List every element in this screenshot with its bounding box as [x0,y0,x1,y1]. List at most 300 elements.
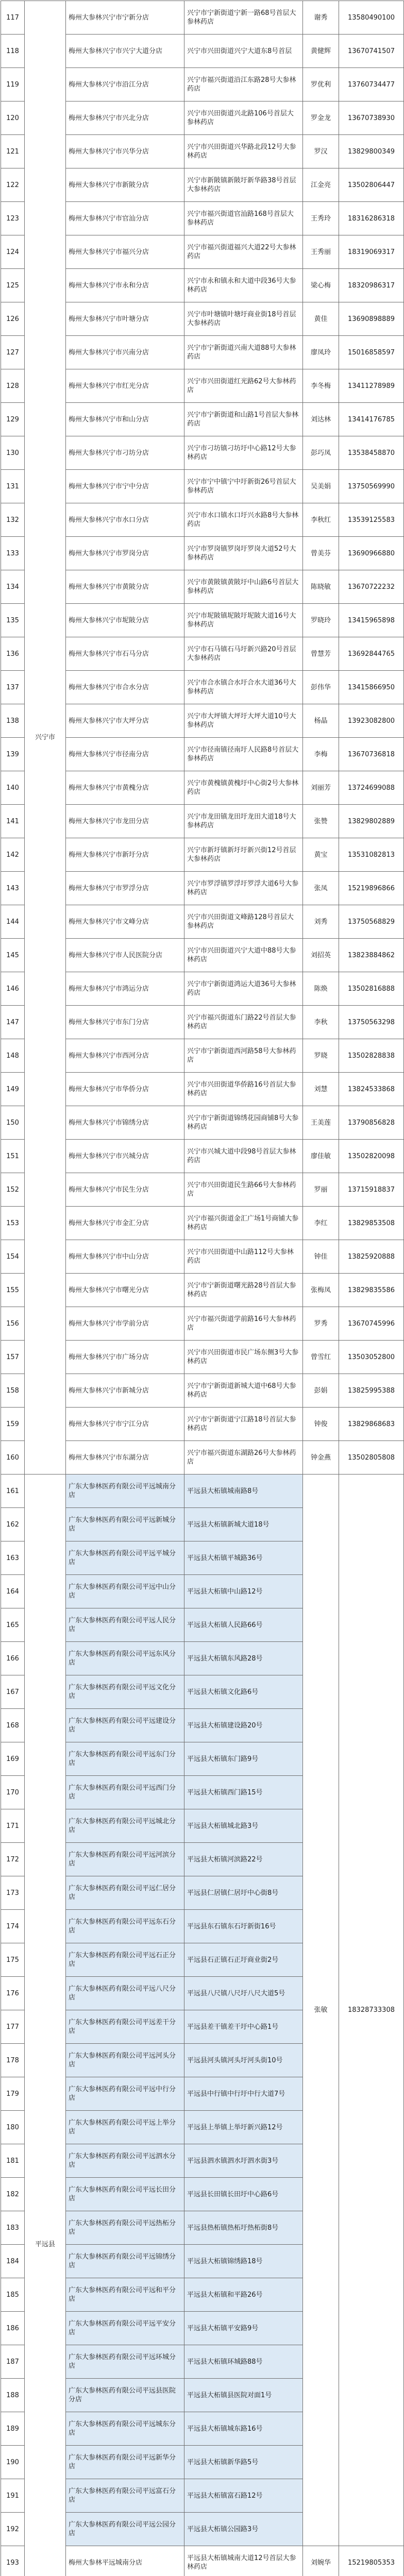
contact-person: 陈晓敏 [303,570,339,604]
store-name: 梅州大参林兴宁市兴宁大道分店 [66,35,184,68]
store-address: 平远县大柘镇文化路6号 [184,1675,303,1709]
store-name: 梅州大参林兴宁市坭陂分店 [66,604,184,637]
store-address: 平远县大柘镇城北路3号 [184,1809,303,1843]
contact-person: 张凤 [303,872,339,905]
store-address: 兴宁市黄槐镇黄槐圩中心街2号大参林药店 [184,771,303,805]
store-name: 广东大参林医药有限公司平远东石分店 [66,1910,184,1943]
store-name: 梅州大参林兴宁市福兴分店 [66,235,184,269]
contact-person: 罗秀 [303,1307,339,1341]
store-address: 平远县大柘镇平城路36号 [184,1541,303,1575]
contact-phone: 13824533868 [339,1073,404,1106]
store-name: 广东大参林医药有限公司平远城北分店 [66,1809,184,1843]
store-address: 兴宁市兴城大道中段98号首层大参林药店 [184,1140,303,1173]
store-name: 广东大参林医药有限公司平远差干分店 [66,2010,184,2044]
store-address: 兴宁市宁新街道新城大道中68号大参林药店 [184,1374,303,1408]
store-name: 广东大参林医药有限公司平远城东分店 [66,2412,184,2446]
row-number: 144 [1,905,25,939]
row-number: 191 [1,2479,25,2513]
store-name: 梅州大参林兴宁市曙光分店 [66,1274,184,1307]
store-address: 兴宁市大坪镇大坪圩大坪大道10号大参林药店 [184,704,303,738]
contact-phone: 13715918837 [339,1173,404,1207]
store-address: 平远县河头镇河头圩河头街10号 [184,2044,303,2077]
store-name: 梅州大参林兴宁市西河分店 [66,1039,184,1073]
row-number: 154 [1,1240,25,1274]
contact-person: 张赞 [303,805,339,838]
row-number: 193 [1,2546,25,2576]
contact-phone: 13538458870 [339,436,404,470]
contact-person: 李秋红 [303,503,339,537]
contact-phone: 13750563298 [339,1006,404,1039]
store-address: 兴宁市合水镇合水圩合水大道36号大参林药店 [184,671,303,704]
store-address: 平远县大柘镇东门路9号 [184,1742,303,1776]
store-address: 兴宁市宁新街道鸿运大道36号大参林药店 [184,972,303,1006]
contact-person: 廖凤玲 [303,336,339,369]
store-name: 广东大参林医药有限公司平远人民分店 [66,1608,184,1642]
store-name: 广东大参林医药有限公司平远八尺分店 [66,1977,184,2010]
contact-person: 黄健辉 [303,35,339,68]
store-address: 兴宁市新圩镇新圩圩新兴街12号首层大参林药店 [184,838,303,872]
store-address: 兴宁市宁新街道和山路1号首层大参林药店 [184,403,303,436]
store-name: 广东大参林医药有限公司平远中山分店 [66,1575,184,1608]
store-name: 梅州大参林兴宁市兴城分店 [66,1140,184,1173]
contact-phone: 13502806447 [339,168,404,202]
store-address: 兴宁市罗岗镇罗岗圩罗岗大道52号大参林药店 [184,537,303,570]
contact-phone: 18316286318 [339,202,404,235]
contact-person: 钟佳 [303,1240,339,1274]
row-number: 188 [1,2379,25,2412]
contact-person: 谢秀 [303,1,339,35]
store-name: 梅州大参林兴宁市新城分店 [66,1374,184,1408]
store-name: 广东大参林医药有限公司平远石正分店 [66,1943,184,1977]
store-name: 梅州大参林兴宁市金汇分店 [66,1207,184,1240]
store-address: 兴宁市永和镇永和大道中段36号大参林药店 [184,269,303,302]
pharmacy-list-body [1,1,404,2576]
store-address: 平远县大柘镇河滨路22号 [184,1843,303,1876]
row-number: 132 [1,503,25,537]
store-name: 梅州大参林兴宁市红光分店 [66,369,184,403]
store-name: 广东大参林医药有限公司平远新华分店 [66,2446,184,2479]
store-address: 平远县大柘镇和平路26号 [184,2278,303,2312]
row-number: 165 [1,1608,25,1642]
shared-contact-person: 张敏 [303,1475,339,2546]
shared-contact-phone: 18328733308 [339,1475,404,2546]
contact-phone: 13502805808 [339,1441,404,1475]
store-address: 兴宁市水口镇水口圩兴水路8号大参林药店 [184,503,303,537]
store-address: 兴宁市新陂镇新陂圩新华路38号首层大参林药店 [184,168,303,202]
row-number: 135 [1,604,25,637]
store-name: 梅州大参林兴宁市锦绣分店 [66,1106,184,1140]
row-number: 126 [1,302,25,336]
store-name: 广东大参林医药有限公司平远河滨分店 [66,1843,184,1876]
row-number: 158 [1,1374,25,1408]
store-address: 平远县大柘镇锦绣路18号 [184,2245,303,2278]
contact-phone: 13670736818 [339,738,404,771]
store-name: 广东大参林医药有限公司平远县医院分店 [66,2379,184,2412]
store-name: 梅州大参林兴宁市合水分店 [66,671,184,704]
row-number: 161 [1,1475,25,1508]
store-name: 梅州大参林兴宁市中山分店 [66,1240,184,1274]
row-number: 151 [1,1140,25,1173]
row-number: 139 [1,738,25,771]
contact-person: 刘达林 [303,403,339,436]
store-address: 兴宁市福兴街道官汕路168号首层大参林药店 [184,202,303,235]
row-number: 172 [1,1843,25,1876]
store-address: 平远县仁居镇仁居圩中心街8号 [184,1876,303,1910]
store-name: 广东大参林医药有限公司平远建设分店 [66,1709,184,1742]
store-name: 广东大参林医药有限公司平远西门分店 [66,1776,184,1809]
store-name: 梅州大参林兴宁市兴北分店 [66,101,184,135]
store-name: 梅州大参林兴宁市官汕分店 [66,202,184,235]
contact-person: 彭伟华 [303,671,339,704]
store-name: 梅州大参林兴宁市径南分店 [66,738,184,771]
store-name: 广东大参林医药有限公司平远锦绣分店 [66,2245,184,2278]
row-number: 173 [1,1876,25,1910]
store-name: 梅州大参林兴宁市和山分店 [66,403,184,436]
store-address: 兴宁市福兴街道东湖路26号大参林药店 [184,1441,303,1475]
store-name: 梅州大参林兴宁市石马分店 [66,637,184,671]
store-address: 兴宁市石马镇石马圩新兴路20号首层大参林药店 [184,637,303,671]
row-number: 190 [1,2446,25,2479]
contact-person: 黄宝 [303,838,339,872]
store-address: 平远县石正镇石正圩商业街2号 [184,1943,303,1977]
row-number: 117 [1,1,25,35]
store-name: 广东大参林医药有限公司平远环城分店 [66,2345,184,2379]
store-address: 兴宁市宁新街道锦绣花园商铺8号大参林药店 [184,1106,303,1140]
store-address: 兴宁市福兴街道沿江东路28号大参林药店 [184,68,303,101]
contact-phone: 13825920888 [339,1240,404,1274]
store-address: 兴宁市黄陂镇黄陂圩中山路6号首层大参林药店 [184,570,303,604]
row-number: 153 [1,1207,25,1240]
store-address: 兴宁市兴田街道华侨路16号首层大参林药店 [184,1073,303,1106]
contact-person: 罗汉 [303,135,339,168]
store-address: 兴宁市兴田街道兴宁大道东8号首层 [184,35,303,68]
contact-person: 刘丽芳 [303,771,339,805]
row-number: 192 [1,2513,25,2546]
row-number: 186 [1,2312,25,2345]
contact-phone: 13829802889 [339,805,404,838]
contact-person: 罗优利 [303,68,339,101]
store-name: 广东大参林医药有限公司平远平城分店 [66,1541,184,1575]
contact-person: 陈焕 [303,972,339,1006]
contact-person: 王美莲 [303,1106,339,1140]
store-name: 广东大参林医药有限公司平远城南分店 [66,1475,184,1508]
row-number: 168 [1,1709,25,1742]
row-number: 137 [1,671,25,704]
row-number: 150 [1,1106,25,1140]
contact-phone: 13503052800 [339,1341,404,1374]
row-number: 131 [1,470,25,503]
store-name: 梅州大参林兴宁市罗岗分店 [66,537,184,570]
row-number: 130 [1,436,25,470]
contact-phone: 13923082800 [339,704,404,738]
contact-phone: 13414176785 [339,403,404,436]
contact-phone: 13825995388 [339,1374,404,1408]
store-address: 兴宁市宁新街道宁江路18号首层大参林药店 [184,1408,303,1441]
row-number: 143 [1,872,25,905]
store-name: 梅州大参林兴宁市叶塘分店 [66,302,184,336]
store-name: 梅州大参林兴宁市学前分店 [66,1307,184,1341]
row-number: 121 [1,135,25,168]
contact-person: 黄佳 [303,302,339,336]
row-number: 120 [1,101,25,135]
district-name: 兴宁市 [25,1,66,1475]
contact-phone: 13760734477 [339,68,404,101]
row-number: 184 [1,2245,25,2278]
store-name: 梅州大参林兴宁市宁江分店 [66,1408,184,1441]
store-name: 广东大参林医药有限公司平远东门分店 [66,1742,184,1776]
store-address: 兴宁市坭陂镇坭陂圩坭陂大道16号大参林药店 [184,604,303,637]
store-name: 梅州大参林兴宁市文峰分店 [66,905,184,939]
row-number: 179 [1,2077,25,2111]
contact-person: 罗晓玲 [303,604,339,637]
store-address: 平远县中行镇中行圩中行大道7号 [184,2077,303,2111]
store-name: 梅州大参林兴宁市宁中分店 [66,470,184,503]
store-name: 梅州大参林兴宁市永和分店 [66,269,184,302]
contact-person: 曾慧芳 [303,637,339,671]
store-address: 兴宁市兴田街道市民广场东侧3号大参林药店 [184,1341,303,1374]
store-name: 广东大参林医药有限公司平远仁居分店 [66,1876,184,1910]
store-address: 平远县东石镇东石圩新街16号 [184,1910,303,1943]
store-name: 梅州大参林兴宁市兴华分店 [66,135,184,168]
store-address: 兴宁市宁新街道兴南大道88号大参林药店 [184,336,303,369]
row-number: 134 [1,570,25,604]
row-number: 127 [1,336,25,369]
contact-person: 李红 [303,1207,339,1240]
row-number: 189 [1,2412,25,2446]
store-name: 广东大参林医药有限公司平远上举分店 [66,2111,184,2144]
row-number: 146 [1,972,25,1006]
store-name: 梅州大参林兴宁市沿江分店 [66,68,184,101]
store-address: 兴宁市兴田街道兴宁大道中88号大参林药店 [184,939,303,972]
row-number: 162 [1,1508,25,1541]
row-number: 163 [1,1541,25,1575]
store-name: 梅州大参林兴宁市东门分店 [66,1006,184,1039]
contact-person: 李秋 [303,1006,339,1039]
table-row [1,1,404,35]
store-name: 广东大参林医药有限公司平远河头分店 [66,2044,184,2077]
contact-phone: 13670722232 [339,570,404,604]
contact-person: 罗丽 [303,1173,339,1207]
store-address: 兴宁市刁坊镇刁坊圩中心路12号大参林药店 [184,436,303,470]
row-number: 149 [1,1073,25,1106]
row-number: 124 [1,235,25,269]
store-address: 平远县大柘镇城南路8号 [184,1475,303,1508]
store-name: 广东大参林医药有限公司平远泗水分店 [66,2144,184,2178]
store-name: 梅州大参林兴宁市民生分店 [66,1173,184,1207]
contact-person: 彭娟 [303,1374,339,1408]
contact-phone: 15219896866 [339,872,404,905]
row-number: 169 [1,1742,25,1776]
store-address: 兴宁市径南镇径南圩人民路8号首层大参林药店 [184,738,303,771]
contact-phone: 13502828838 [339,1039,404,1073]
store-address: 兴宁市罗浮镇罗浮圩罗浮大道6号大参林药店 [184,872,303,905]
row-number: 160 [1,1441,25,1475]
store-address: 平远县大柘镇富石路12号 [184,2479,303,2513]
store-address: 兴宁市福兴街道福兴大道22号大参林药店 [184,235,303,269]
store-name: 梅州大参林兴宁市人民医院分店 [66,939,184,972]
contact-phone: 13829835586 [339,1274,404,1307]
contact-person: 刘婉华 [303,2546,339,2576]
store-address: 兴宁市宁中镇宁中圩新街26号首层大参林药店 [184,470,303,503]
contact-phone: 15219805353 [339,2546,404,2576]
row-number: 129 [1,403,25,436]
contact-phone: 15016858597 [339,336,404,369]
row-number: 148 [1,1039,25,1073]
store-name: 梅州大参林兴宁市大坪分店 [66,704,184,738]
contact-phone: 13829800349 [339,135,404,168]
store-address: 平远县大柘镇西门路15号 [184,1776,303,1809]
store-name: 广东大参林医药有限公司平远公园分店 [66,2513,184,2546]
contact-person: 钟俊 [303,1408,339,1441]
store-address: 兴宁市兴田街道红光路62号大参林药店 [184,369,303,403]
store-name: 广东大参林医药有限公司平远中行分店 [66,2077,184,2111]
row-number: 182 [1,2178,25,2211]
contact-phone: 13690966880 [339,537,404,570]
contact-phone: 13670745996 [339,1307,404,1341]
store-address: 平远县大柘镇人民路66号 [184,1608,303,1642]
pharmacy-list-table [1,1,404,2576]
contact-phone: 13539125583 [339,503,404,537]
row-number: 174 [1,1910,25,1943]
store-name: 梅州大参林兴宁市刁坊分店 [66,436,184,470]
contact-person: 刘招英 [303,939,339,972]
store-address: 平远县大柘镇建设路20号 [184,1709,303,1742]
contact-person: 张梅凤 [303,1274,339,1307]
store-name: 梅州大参林兴宁市罗浮分店 [66,872,184,905]
store-name: 广东大参林医药有限公司平远富石分店 [66,2479,184,2513]
store-address: 兴宁市兴田街道民生路66号大参林药店 [184,1173,303,1207]
row-number: 138 [1,704,25,738]
store-address: 平远县大柘镇县医院对面1号 [184,2379,303,2412]
contact-person: 廖佳敏 [303,1140,339,1173]
store-address: 兴宁市兴田街道兴华路北段12号大参林药店 [184,135,303,168]
contact-person: 曾美芬 [303,537,339,570]
contact-person: 罗金龙 [303,101,339,135]
store-address: 兴宁市宁新街道西河路58号大参林药店 [184,1039,303,1073]
contact-person: 曾雪红 [303,1341,339,1374]
contact-phone: 13690898889 [339,302,404,336]
district-name: 平远县 [25,1475,66,2576]
store-name: 梅州大参林兴宁市兴南分店 [66,336,184,369]
store-name: 梅州大参林兴宁市鸿运分店 [66,972,184,1006]
store-name: 广东大参林医药有限公司平远东风分店 [66,1642,184,1675]
store-name: 广东大参林医药有限公司平远平安分店 [66,2312,184,2345]
row-number: 140 [1,771,25,805]
store-name: 梅州大参林兴宁市新圩分店 [66,838,184,872]
row-number: 185 [1,2278,25,2312]
contact-person: 钟金燕 [303,1441,339,1475]
row-number: 128 [1,369,25,403]
contact-phone: 13750568829 [339,905,404,939]
store-address: 平远县差干镇差干圩中心路1号 [184,2010,303,2044]
row-number: 156 [1,1307,25,1341]
contact-phone: 13724699088 [339,771,404,805]
row-number: 147 [1,1006,25,1039]
contact-phone: 13531082813 [339,838,404,872]
row-number: 152 [1,1173,25,1207]
store-name: 梅州大参林兴宁市东湖分店 [66,1441,184,1475]
store-address: 兴宁市兴田街道文峰路128号首层大参林药店 [184,905,303,939]
contact-phone: 13829868683 [339,1408,404,1441]
contact-phone: 13790856828 [339,1106,404,1140]
store-name: 梅州大参林兴宁市宁新分店 [66,1,184,35]
store-address: 平远县大柘镇平安路9号 [184,2312,303,2345]
row-number: 125 [1,269,25,302]
row-number: 175 [1,1943,25,1977]
contact-phone: 13415965898 [339,604,404,637]
contact-person: 王秀玲 [303,202,339,235]
store-name: 梅州大参林兴宁市水口分店 [66,503,184,537]
store-address: 兴宁市宁新街道曙光路28号首层大参林药店 [184,1274,303,1307]
store-address: 平远县大柘镇新城大道18号 [184,1508,303,1541]
contact-person: 李冬梅 [303,369,339,403]
contact-phone: 13670738930 [339,101,404,135]
row-number: 136 [1,637,25,671]
contact-phone: 18319069317 [339,235,404,269]
store-name: 广东大参林医药有限公司平远文化分店 [66,1675,184,1709]
store-name: 梅州大参林兴宁市新陂分店 [66,168,184,202]
row-number: 141 [1,805,25,838]
contact-person: 刘慧 [303,1073,339,1106]
contact-phone: 13411278989 [339,369,404,403]
store-address: 兴宁市福兴街道学前路16号大参林药店 [184,1307,303,1341]
contact-phone: 13829853508 [339,1207,404,1240]
contact-person: 李梅 [303,738,339,771]
contact-phone: 13415866950 [339,671,404,704]
store-address: 兴宁市叶塘镇叶塘圩商业街18号首层大参林药店 [184,302,303,336]
store-name: 广东大参林医药有限公司平远长田分店 [66,2178,184,2211]
contact-phone: 13502816888 [339,972,404,1006]
store-address: 兴宁市福兴街道东门路22号首层大参林药店 [184,1006,303,1039]
store-address: 兴宁市兴田街道中山路112号大参林药店 [184,1240,303,1274]
store-address: 兴宁市宁新街道宁新一路68号首层大参林药店 [184,1,303,35]
row-number: 133 [1,537,25,570]
row-number: 177 [1,2010,25,2044]
row-number: 155 [1,1274,25,1307]
store-name: 广东大参林医药有限公司平远新城分店 [66,1508,184,1541]
row-number: 187 [1,2345,25,2379]
table-row [1,1475,404,1508]
store-name: 梅州大参林平远城南分店 [66,2546,184,2576]
store-name: 梅州大参林兴宁市龙田分店 [66,805,184,838]
store-address: 平远县八尺镇八尺圩八尺大道5号 [184,1977,303,2010]
store-address: 平远县泗水镇泗水圩泗水街3号 [184,2144,303,2178]
store-address: 平远县大柘镇环城路88号 [184,2345,303,2379]
store-address: 平远县大柘镇新华路5号 [184,2446,303,2479]
row-number: 166 [1,1642,25,1675]
row-number: 159 [1,1408,25,1441]
store-address: 平远县上举镇上举圩新兴路12号 [184,2111,303,2144]
row-number: 170 [1,1776,25,1809]
row-number: 118 [1,35,25,68]
row-number: 176 [1,1977,25,2010]
contact-phone: 13670741507 [339,35,404,68]
store-address: 兴宁市龙田镇龙田圩龙田大道18号大参林药店 [184,805,303,838]
row-number: 171 [1,1809,25,1843]
contact-phone: 13692844765 [339,637,404,671]
row-number: 183 [1,2211,25,2245]
contact-person: 王秀丽 [303,235,339,269]
contact-phone: 13750569990 [339,470,404,503]
row-number: 157 [1,1341,25,1374]
contact-phone: 13502820098 [339,1140,404,1173]
store-address: 平远县大柘镇城南大道12号首层大参林药店 [184,2546,303,2576]
store-name: 梅州大参林兴宁市广场分店 [66,1341,184,1374]
row-number: 164 [1,1575,25,1608]
contact-phone: 13823884862 [339,939,404,972]
store-name: 梅州大参林兴宁市黄槐分店 [66,771,184,805]
contact-person: 杨晶 [303,704,339,738]
